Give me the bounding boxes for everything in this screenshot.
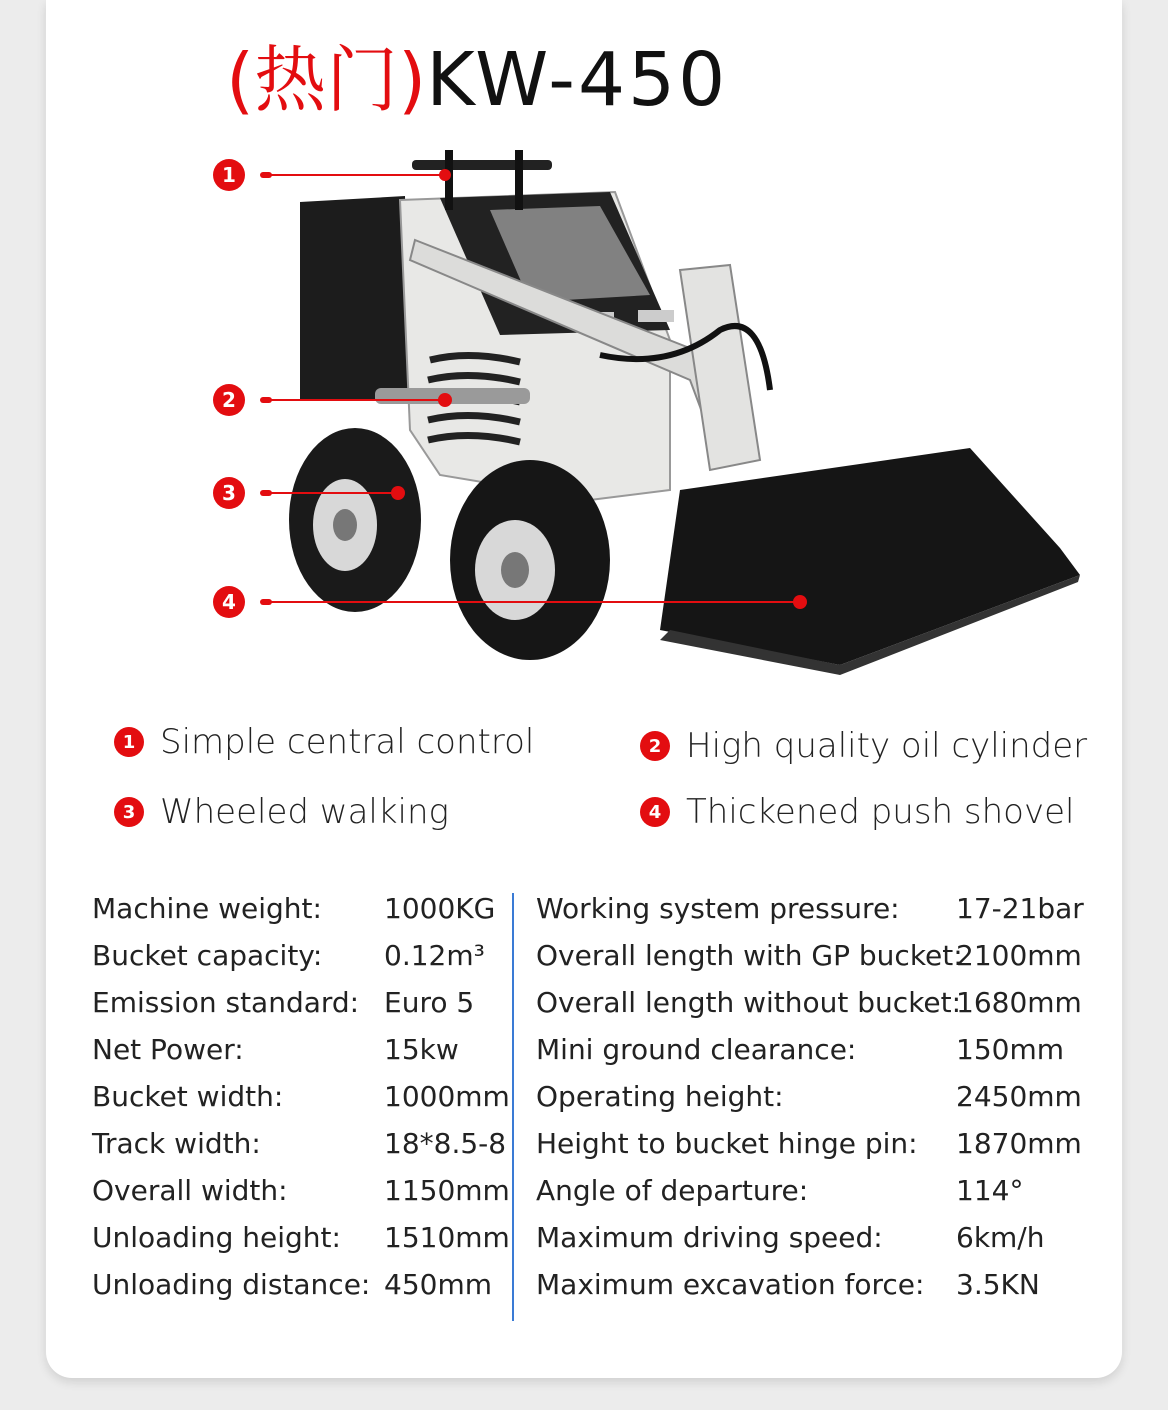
page-title bbox=[226, 22, 729, 123]
spec-value: 1680mm bbox=[956, 986, 1082, 1019]
feature-number: 4 bbox=[640, 797, 670, 827]
spec-value: 1150mm bbox=[384, 1174, 510, 1207]
spec-value: 114° bbox=[956, 1174, 1024, 1207]
spec-value: 1870mm bbox=[956, 1127, 1082, 1160]
spec-label: Angle of departure: bbox=[536, 1174, 809, 1207]
spec-value: 6km/h bbox=[956, 1221, 1045, 1254]
feature-item bbox=[114, 722, 534, 762]
feature-number: 1 bbox=[114, 727, 144, 757]
spec-label: Overall length without bucket: bbox=[536, 986, 962, 1019]
spec-label: Height to bucket hinge pin: bbox=[536, 1127, 918, 1160]
spec-label: Unloading height: bbox=[92, 1221, 341, 1254]
spec-label: Machine weight: bbox=[92, 892, 322, 925]
feature-text: Simple central control bbox=[160, 722, 535, 762]
spec-value: 2450mm bbox=[956, 1080, 1082, 1113]
feature-item bbox=[114, 792, 449, 832]
callout-marker-3: 3 bbox=[213, 477, 245, 509]
spec-value: 18*8.5-8 bbox=[384, 1127, 507, 1160]
spec-label: Operating height: bbox=[536, 1080, 784, 1113]
feature-number: 2 bbox=[640, 731, 670, 761]
spec-label: Overall width: bbox=[92, 1174, 288, 1207]
spec-value: 1000KG bbox=[384, 892, 496, 925]
spec-value: 17-21bar bbox=[956, 892, 1084, 925]
feature-item bbox=[640, 726, 1087, 766]
spec-label: Overall length with GP bucket: bbox=[536, 939, 963, 972]
spec-label: Unloading distance: bbox=[92, 1268, 371, 1301]
feature-item bbox=[640, 792, 1074, 832]
spec-label: Mini ground clearance: bbox=[536, 1033, 857, 1066]
spec-label: Track width: bbox=[92, 1127, 261, 1160]
spec-label: Bucket width: bbox=[92, 1080, 284, 1113]
spec-value: 2100mm bbox=[956, 939, 1082, 972]
spec-label: Bucket capacity: bbox=[92, 939, 323, 972]
callout-marker-2: 2 bbox=[213, 384, 245, 416]
spec-label: Emission standard: bbox=[92, 986, 360, 1019]
spec-value: 150mm bbox=[956, 1033, 1064, 1066]
spec-value: 0.12m³ bbox=[384, 939, 485, 972]
mini-skid-steer-loader-image bbox=[200, 130, 1100, 690]
spec-divider bbox=[512, 893, 514, 1321]
spec-label: Maximum excavation force: bbox=[536, 1268, 925, 1301]
spec-value: Euro 5 bbox=[384, 986, 475, 1019]
spec-label: Net Power: bbox=[92, 1033, 244, 1066]
title-model: KW-450 bbox=[426, 37, 729, 123]
feature-text: High quality oil cylinder bbox=[686, 726, 1088, 766]
spec-label: Maximum driving speed: bbox=[536, 1221, 883, 1254]
feature-text: Wheeled walking bbox=[160, 792, 449, 832]
spec-value: 3.5KN bbox=[956, 1268, 1040, 1301]
title-prefix: (热门) bbox=[226, 38, 427, 122]
feature-number: 3 bbox=[114, 797, 144, 827]
feature-text: Thickened push shovel bbox=[686, 792, 1075, 832]
spec-value: 1000mm bbox=[384, 1080, 510, 1113]
spec-value: 450mm bbox=[384, 1268, 492, 1301]
spec-value: 1510mm bbox=[384, 1221, 510, 1254]
callout-marker-1: 1 bbox=[213, 159, 245, 191]
callout-marker-4: 4 bbox=[213, 586, 245, 618]
spec-value: 15kw bbox=[384, 1033, 459, 1066]
spec-label: Working system pressure: bbox=[536, 892, 900, 925]
